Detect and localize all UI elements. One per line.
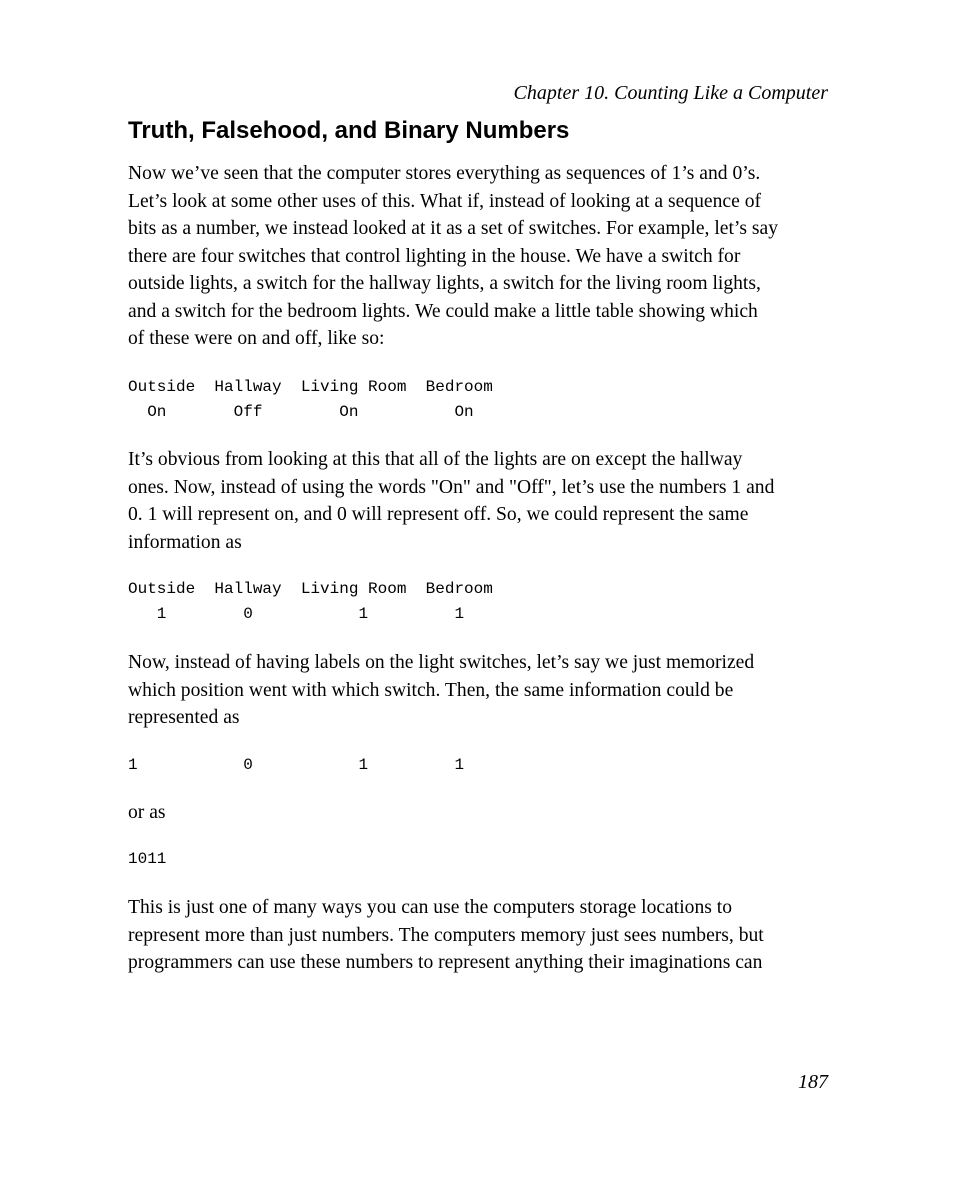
code-block-switch-bits [128,577,493,627]
text-line: programmers can use these numbers to represent anything their imaginations can [128,952,763,973]
text-line: information as [128,531,242,553]
code-line: Outside Hallway Living Room Bedroom [128,580,493,598]
text-line: ones. Now, instead of using the words "On" and "Off", let’s use the numbers 1 and [128,476,775,498]
paragraph-memorized [128,649,833,732]
text-line: which position went with which switch. Then, the same information could be [128,679,734,701]
text-line: 0. 1 will represent on, and 0 will represent off. So, we could represent the same [128,504,749,525]
text-line: bits as a number, we instead looked at it as a set of switches. For example, let’s say [128,218,779,239]
paragraph-on-off [128,446,833,556]
code-line: 1 0 1 1 [128,756,465,774]
text-line: It’s obvious from looking at this that all of the lights are on except the hallway [128,449,743,470]
text-line: represented as [128,707,240,728]
text-line: represent more than just numbers. The computers memory just sees numbers, but [128,924,764,946]
paragraph-or-as [128,799,833,827]
code-block-switch-words [128,375,493,425]
code-line: Outside Hallway Living Room Bedroom [128,378,493,396]
text-line: This is just one of many ways you can use the computers storage locations to [128,897,733,918]
code-block-bits-packed [128,847,166,872]
text-line: Now we’ve seen that the computer stores everything as sequences of 1’s and 0’s. [128,163,761,184]
text-line: of these were on and off, like so: [128,328,385,349]
text-line: Let’s look at some other uses of this. What if, instead of looking at a sequence of [128,190,762,212]
text-line: Now, instead of having labels on the light switches, let’s say we just memorized [128,652,755,673]
code-line: On Off On On [128,403,474,421]
running-header: Chapter 10. Counting Like a Computer [513,82,828,104]
code-line: 1011 [128,850,167,868]
code-block-bits-spaced [128,753,464,778]
text-line: or as [128,802,166,823]
text-line: outside lights, a switch for the hallway lights, a switch for the living room lights, [128,273,761,294]
paragraph-intro [128,160,833,353]
code-line: 1 0 1 1 [128,605,465,623]
paragraph-storage [128,894,833,977]
text-line: there are four switches that control lighting in the house. We have a switch for [128,245,741,267]
text-line: and a switch for the bedroom lights. We could make a little table showing which [128,300,758,322]
section-title: Truth, Falsehood, and Binary Numbers [128,117,570,144]
page-number: 187 [798,1071,828,1093]
